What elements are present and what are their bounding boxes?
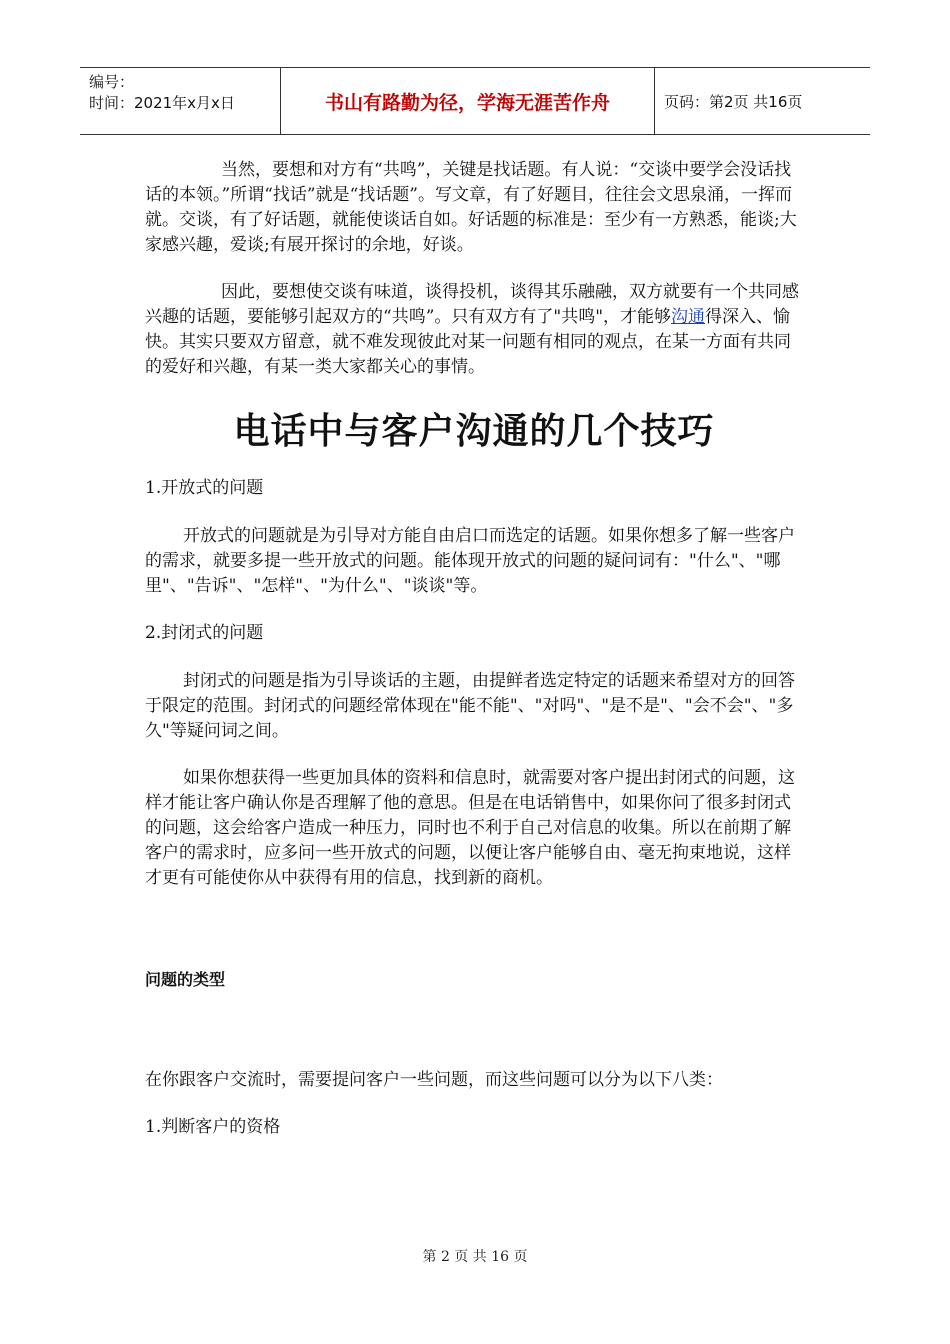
- section-2-body: 封闭式的问题是指为引导谈话的主题，由提鲜者选定特定的话题来希望对方的回答于限定的范围。封闭式的问题经常体现在"能不能"、"对吗"、"是不是"、"会不会"、"多久"等疑问词之间。: [145, 671, 795, 741]
- section-1-heading: 1.开放式的问题: [145, 478, 264, 498]
- goutong-link[interactable]: 沟通: [671, 307, 706, 327]
- section-2-body-2: 如果你想获得一些更加具体的资料和信息时，就需要对客户提出封闭式的问题，这样才能让客户确认你是否理解了他的意思。但是在电话销售中，如果你问了很多封闭式的问题，这会给客户造成一种压力，同时也不利于自己对信息的收集。所以在前期了解客户的需求时，应多问一些开放式的问题，以便让客户能够自由、毫无拘束地说，这样才更有可能使你从中获得有用的信息，找到新的商机。: [145, 768, 795, 888]
- section-1-body: 开放式的问题就是为引导对方能自由启口而选定的话题。如果你想多了解一些客户的需求，就要多提一些开放式的问题。能体现开放式的问题的疑问词有："什么"、"哪里"、"告诉"、"怎样"、"为什么"、"谈谈"等。: [145, 526, 795, 596]
- number-label: 编号：: [89, 73, 135, 91]
- intro-paragraph-1: 当然，要想和对方有“共鸣”，关键是找话题。有人说：“交谈中要学会没话找话的本领。”所谓“找话”就是“找话题”。写文章，有了好题目，往往会文思泉涌，一挥而就。交谈，有了好话题，就能使谈话自如。好话题的标准是：至少有一方熟悉，能谈;大家感兴趣，爱谈;有展开探讨的余地，好谈。: [145, 160, 797, 255]
- types-intro: 在你跟客户交流时，需要提问客户一些问题，而这些问题可以分为以下八类：: [145, 1070, 723, 1090]
- header-page-info: 页码：第2页 共16页: [664, 92, 803, 111]
- types-heading: 问题的类型: [145, 970, 226, 989]
- page-title: 电话中与客户沟通的几个技巧: [233, 411, 715, 452]
- section-2-heading: 2.封闭式的问题: [145, 623, 264, 643]
- document-body: [145, 158, 805, 1139]
- intro-paragraph-2: [145, 280, 805, 380]
- intro-p2-text-after: 得深入、愉快。其实只要双方留意，就不难发现彼此对某一问题有相同的观点，在某一方面有共同的爱好和兴趣，有某一类大家都关心的事情。: [145, 307, 791, 377]
- header-meta-cell: [80, 68, 281, 134]
- page-footer: 第 2 页 共 16 页: [422, 1249, 528, 1265]
- intro-p2-text-before: 因此，要想使交谈有味道，谈得投机，谈得其乐融融，双方就要有一个共同感兴趣的话题，要能够引起双方的“共鸣”。只有双方有了"共鸣"，才能够: [145, 282, 799, 327]
- date-label: 时间：2021年x月x日: [89, 94, 235, 112]
- header-table: [80, 67, 870, 135]
- type-1-heading: 1.判断客户的资格: [145, 1117, 281, 1137]
- header-motto: 书山有路勤为径，学海无涯苦作舟: [281, 68, 655, 134]
